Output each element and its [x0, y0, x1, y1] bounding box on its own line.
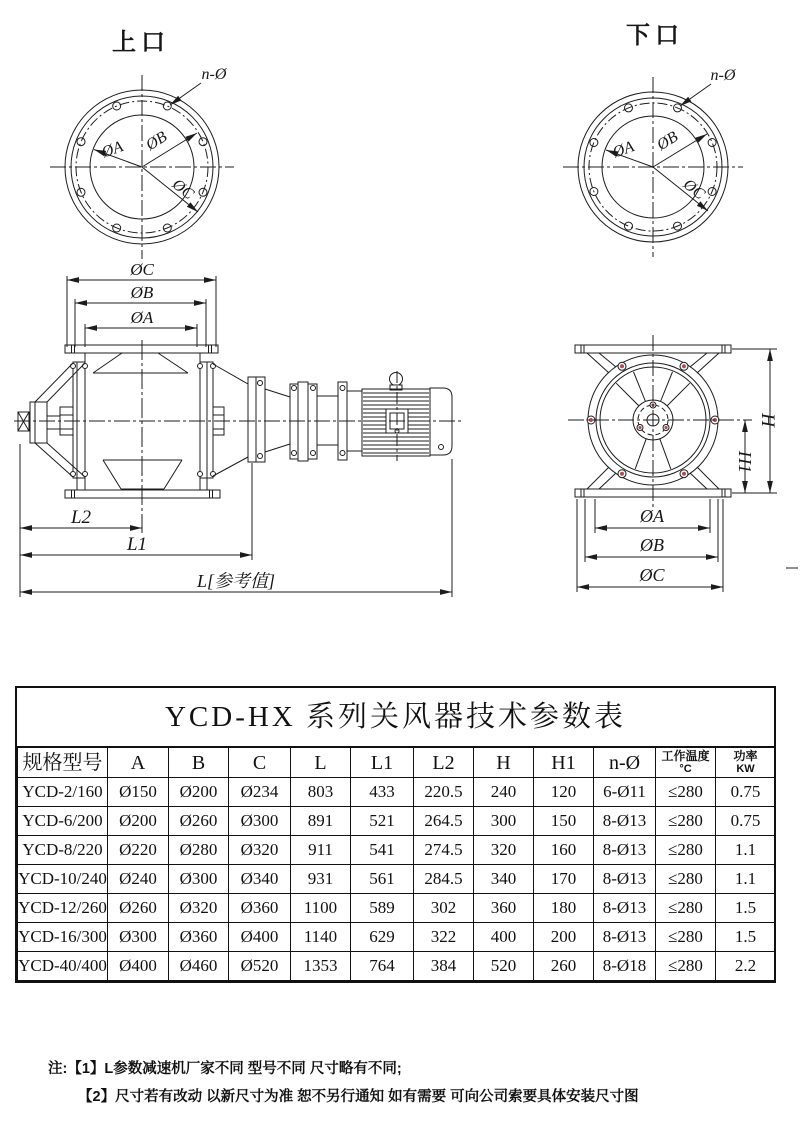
table-cell: 300 [474, 807, 534, 836]
table-cell: Ø340 [229, 865, 291, 894]
table-cell: 284.5 [414, 865, 474, 894]
table-header-row [18, 748, 776, 778]
table-cell: 160 [534, 836, 594, 865]
table-cell: ≤280 [656, 894, 716, 923]
table-cell: YCD-6/200 [18, 807, 108, 836]
table-cell: Ø520 [229, 952, 291, 981]
dim-label-b: ØB [654, 128, 682, 155]
table-cell: 170 [534, 865, 594, 894]
table-cell: 260 [534, 952, 594, 981]
table-cell: 1140 [291, 923, 351, 952]
table-row [18, 894, 776, 923]
table-cell: YCD-8/220 [18, 836, 108, 865]
table-cell: Ø240 [108, 865, 169, 894]
column-header: n-Ø [594, 748, 656, 778]
table-cell: YCD-40/400 [18, 952, 108, 981]
table-cell: 1100 [291, 894, 351, 923]
table-cell: 520 [474, 952, 534, 981]
note-text: 【1】L参数减速机厂家不同 型号不同 尺寸略有不同; [67, 1061, 402, 1077]
table-row [18, 865, 776, 894]
table-cell: ≤280 [656, 923, 716, 952]
table-cell: 521 [351, 807, 414, 836]
dim-label-a: ØA [99, 138, 126, 162]
column-header: 规格型号 [18, 748, 108, 778]
side-view [14, 260, 462, 597]
footnotes [48, 1062, 639, 1117]
dim-label-b: ØB [143, 128, 171, 155]
table-row [18, 923, 776, 952]
table-cell: 302 [414, 894, 474, 923]
table-cell: Ø234 [229, 778, 291, 807]
table-cell: Ø360 [169, 923, 229, 952]
note-line-2: 【2】尺寸若有改动 以新尺寸为准 恕不另行通知 如有需要 可向公司索要具体安装尺寸图 [78, 1088, 639, 1105]
dim-label-b: ØB [130, 283, 154, 302]
table-cell: Ø320 [229, 836, 291, 865]
table-cell: 764 [351, 952, 414, 981]
table-cell: Ø300 [229, 807, 291, 836]
top-port-view [50, 29, 234, 259]
table-row [18, 807, 776, 836]
column-header: A [108, 748, 169, 778]
table-row [18, 778, 776, 807]
table-cell: ≤280 [656, 952, 716, 981]
dim-label-c: ØC [130, 260, 154, 279]
table-cell: 6-Ø11 [594, 778, 656, 807]
dim-label-l2: L2 [70, 507, 92, 528]
table-cell: 400 [474, 923, 534, 952]
note-prefix: 注: [48, 1061, 68, 1077]
table-cell: Ø320 [169, 894, 229, 923]
table-cell: ≤280 [656, 836, 716, 865]
table-cell: 911 [291, 836, 351, 865]
table-cell: YCD-12/260 [18, 894, 108, 923]
hole-count-label: n-Ø [710, 67, 736, 84]
table-cell: YCD-10/240 [18, 865, 108, 894]
dim-label-c: ØC [168, 175, 197, 204]
table-cell: Ø300 [108, 923, 169, 952]
table-cell: 589 [351, 894, 414, 923]
table-cell: Ø200 [169, 778, 229, 807]
table-cell: 240 [474, 778, 534, 807]
dim-label-a: ØA [640, 506, 664, 526]
table-cell: 891 [291, 807, 351, 836]
spec-table-grid [17, 747, 776, 981]
table-cell: Ø400 [229, 923, 291, 952]
table-cell: Ø260 [169, 807, 229, 836]
table-cell: Ø460 [169, 952, 229, 981]
column-header: L2 [414, 748, 474, 778]
table-cell: 8-Ø13 [594, 894, 656, 923]
table-cell: 8-Ø13 [594, 865, 656, 894]
dim-label-c: ØC [679, 175, 708, 204]
table-cell: 360 [474, 894, 534, 923]
hole-count-label: n-Ø [201, 66, 227, 83]
table-cell: 264.5 [414, 807, 474, 836]
column-header: L [291, 748, 351, 778]
column-header: H1 [534, 748, 594, 778]
table-cell: YCD-2/160 [18, 778, 108, 807]
table-cell: 0.75 [716, 778, 776, 807]
table-cell: YCD-16/300 [18, 923, 108, 952]
table-cell: 1.1 [716, 836, 776, 865]
table-cell: 0.75 [716, 807, 776, 836]
table-cell: ≤280 [656, 807, 716, 836]
table-cell: 433 [351, 778, 414, 807]
dim-label-l-ref: L[参考值] [196, 571, 276, 591]
table-cell: 200 [534, 923, 594, 952]
dim-label-b: ØB [640, 535, 664, 555]
table-title: YCD-HX 系列关风器技术参数表 [17, 688, 774, 747]
dim-label-l1: L1 [126, 534, 148, 555]
table-cell: 8-Ø13 [594, 836, 656, 865]
note-line-1 [48, 1062, 639, 1077]
dim-label-h1: H1 [735, 451, 755, 473]
table-cell: ≤280 [656, 778, 716, 807]
table-cell: 561 [351, 865, 414, 894]
table-cell: 803 [291, 778, 351, 807]
table-cell: 1.1 [716, 865, 776, 894]
dim-label-c: ØC [639, 565, 665, 585]
column-header: 工作温度 °C [656, 748, 716, 778]
dim-label-a: ØA [130, 308, 154, 327]
spec-table [15, 686, 776, 983]
table-row [18, 952, 776, 981]
table-cell: 274.5 [414, 836, 474, 865]
table-row [18, 836, 776, 865]
table-cell: 180 [534, 894, 594, 923]
table-cell: ≤280 [656, 865, 716, 894]
table-cell: Ø150 [108, 778, 169, 807]
table-cell: Ø360 [229, 894, 291, 923]
bottom-port-view [563, 22, 743, 257]
table-cell: Ø300 [169, 865, 229, 894]
table-body [18, 778, 776, 981]
column-header: C [229, 748, 291, 778]
table-cell: 1.5 [716, 894, 776, 923]
column-header: L1 [351, 748, 414, 778]
dim-label-a: ØA [610, 138, 637, 162]
end-view [568, 335, 798, 592]
column-header: 功率 KW [716, 748, 776, 778]
table-cell: 8-Ø13 [594, 923, 656, 952]
table-cell: 8-Ø13 [594, 807, 656, 836]
table-cell: Ø400 [108, 952, 169, 981]
table-cell: Ø280 [169, 836, 229, 865]
table-cell: 931 [291, 865, 351, 894]
table-cell: Ø260 [108, 894, 169, 923]
table-cell: Ø220 [108, 836, 169, 865]
table-cell: 2.2 [716, 952, 776, 981]
column-header: B [169, 748, 229, 778]
table-cell: 320 [474, 836, 534, 865]
table-cell: 541 [351, 836, 414, 865]
table-cell: 8-Ø18 [594, 952, 656, 981]
table-cell: 322 [414, 923, 474, 952]
dim-label-h: H [757, 413, 778, 427]
table-cell: 120 [534, 778, 594, 807]
table-cell: 340 [474, 865, 534, 894]
table-cell: 1.5 [716, 923, 776, 952]
table-cell: 1353 [291, 952, 351, 981]
view-title: 上口 [112, 29, 170, 56]
motor [362, 371, 452, 461]
table-cell: 150 [534, 807, 594, 836]
view-title: 下口 [626, 22, 684, 49]
column-header: H [474, 748, 534, 778]
table-cell: 629 [351, 923, 414, 952]
table-cell: 220.5 [414, 778, 474, 807]
table-cell: 384 [414, 952, 474, 981]
table-cell: Ø200 [108, 807, 169, 836]
